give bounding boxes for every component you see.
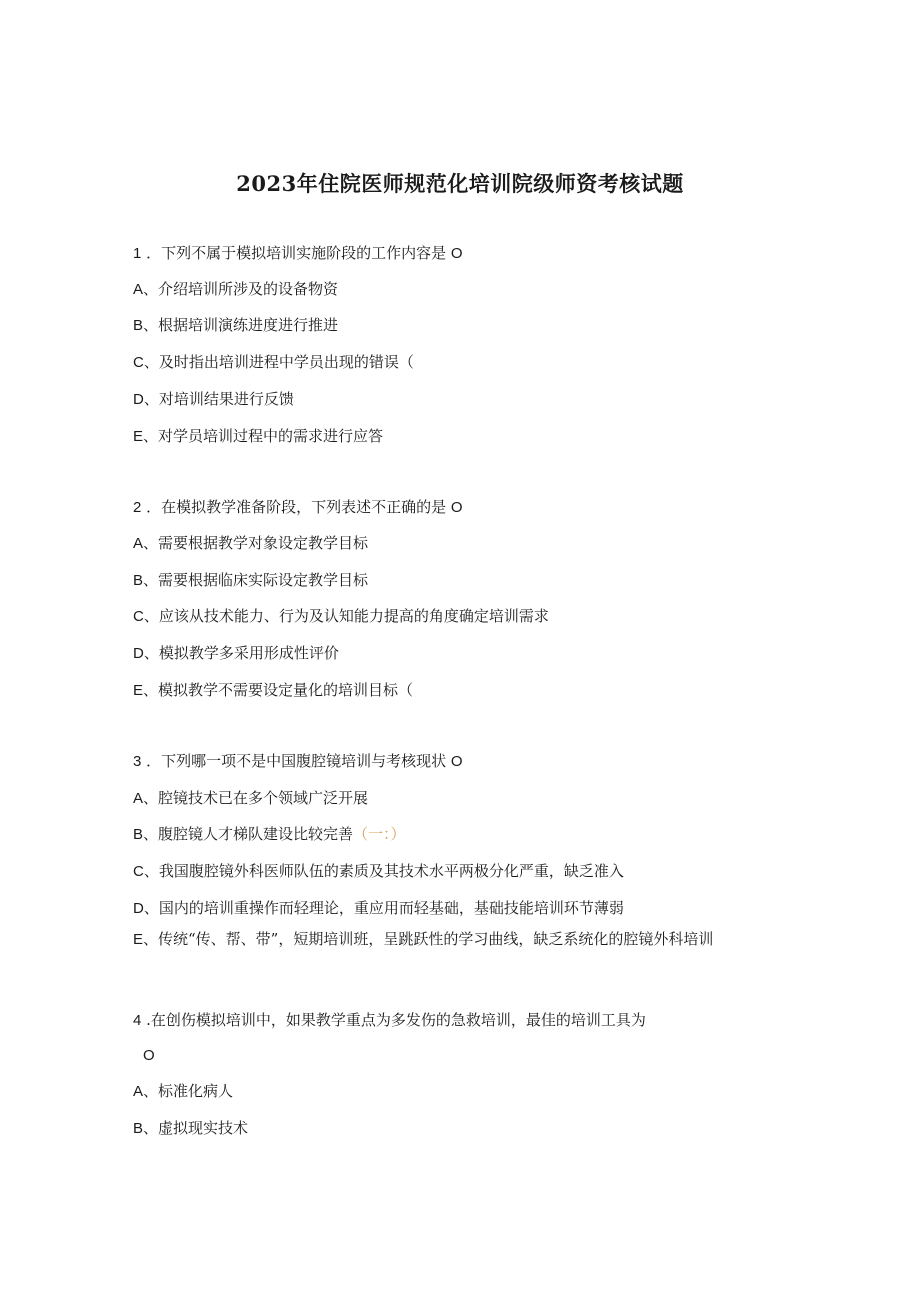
page-title: 2023年住院医师规范化培训院级师资考核试题 [236,171,684,196]
option-text: 、腹腔镜人才梯队建设比较完善 [143,825,354,843]
option-3d [133,898,624,919]
option-1a [133,279,338,300]
question-text: .在创伤模拟培训中，如果教学重点为多发伤的急救培训，最佳的培训工具为 [146,1011,646,1029]
question-stem-1 [133,243,463,264]
option-text: 、需要根据教学对象设定教学目标 [143,534,369,552]
option-3b [133,824,406,845]
option-letter: A [133,1083,144,1100]
option-letter: E [133,931,144,948]
option-text: 、及时指出培训进程中学员出现的错误（ [143,353,414,371]
option-text: 、对学员培训过程中的需求进行应答 [143,427,384,445]
option-letter: A [133,281,144,298]
option-text: 、介绍培训所涉及的设备物资 [143,280,339,298]
question-number: 1 [133,245,142,262]
option-text: 、我国腹腔镜外科医师队伍的素质及其技术水平两极分化严重，缺乏准入 [143,862,624,880]
question-text: ．在模拟教学准备阶段，下列表述不正确的是 [146,498,447,516]
option-text: 、应该从技术能力、行为及认知能力提高的角度确定培训需求 [143,607,549,625]
option-letter: E [133,682,144,699]
option-1c [133,352,414,373]
option-letter: D [133,645,144,662]
option-letter: E [133,428,144,445]
option-text: 、需要根据临床实际设定教学目标 [143,571,369,589]
option-2b [133,570,368,591]
answer-blank: O [143,1047,155,1064]
question-stem-3 [133,751,463,772]
question-text: ．下列哪一项不是中国腹腔镜培训与考核现状 [146,752,447,770]
option-text: 、标准化病人 [143,1082,234,1100]
option-letter: D [133,900,144,917]
option-text: 、模拟教学不需要设定量化的培训目标（ [143,681,414,699]
option-letter: B [133,572,144,589]
answer-blank: O [450,753,463,770]
option-letter: A [133,790,144,807]
question-number: 3 [133,753,142,770]
answer-blank: O [450,245,463,262]
option-4a [133,1081,233,1102]
question-4-blank-line [143,1045,155,1066]
option-text: 、虚拟现实技术 [143,1119,249,1137]
option-2d [133,643,339,664]
answer-blank: O [450,499,463,516]
option-text: 、传统“传、帮、带”，短期培训班，呈跳跃性的学习曲线，缺乏系统化的腔镜外科培训 [143,930,714,948]
option-1e [133,426,383,447]
option-text: 、根据培训演练进度进行推进 [143,316,339,334]
question-number: 4 [133,1012,142,1029]
option-letter: B [133,826,144,843]
option-4b [133,1118,248,1139]
option-text: 、模拟教学多采用形成性评价 [143,644,339,662]
option-3a [133,788,368,809]
option-3e [133,929,763,950]
question-text: ．下列不属于模拟培训实施阶段的工作内容是 [146,244,447,262]
option-letter: C [133,863,144,880]
option-1d [133,389,294,410]
option-text: 、国内的培训重操作而轻理论，重应用而轻基础，基础技能培训环节薄弱 [143,899,624,917]
option-letter: C [133,354,144,371]
option-text: 、腔镜技术已在多个领域广泛开展 [143,789,369,807]
option-2e [133,680,413,701]
option-letter: B [133,317,144,334]
handwritten-mark: （一：） [353,825,406,843]
question-number: 2 [133,499,142,516]
option-text: 、对培训结果进行反馈 [143,390,294,408]
option-letter: C [133,608,144,625]
option-1b [133,315,338,336]
option-letter: A [133,535,144,552]
question-stem-4 [133,1010,646,1031]
option-2c [133,606,549,627]
option-letter: D [133,391,144,408]
option-letter: B [133,1120,144,1137]
option-3c [133,861,624,882]
question-stem-2 [133,497,463,518]
option-2a [133,533,368,554]
